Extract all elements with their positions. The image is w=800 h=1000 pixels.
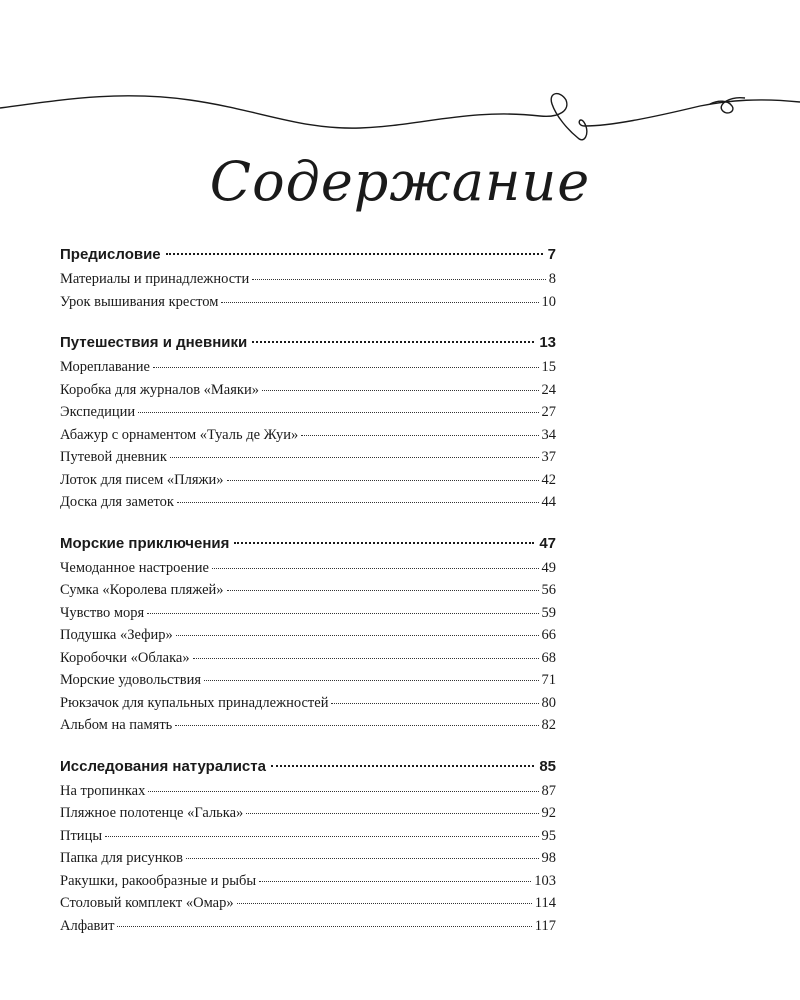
- entry-page: 10: [541, 293, 556, 310]
- entry-page: 37: [541, 449, 556, 465]
- entry-page: 87: [541, 782, 556, 799]
- entry-page: 95: [541, 827, 556, 844]
- dot-leader: [301, 435, 538, 436]
- section-page: 13: [539, 334, 556, 351]
- toc-entry[interactable]: [60, 805, 556, 828]
- dot-leader: [176, 635, 539, 636]
- toc-entry[interactable]: [60, 472, 556, 495]
- toc-entry[interactable]: [60, 605, 556, 628]
- decorative-flourish: [0, 60, 800, 160]
- entry-title: На тропинках: [60, 782, 146, 799]
- section-title: Морские приключения: [60, 534, 230, 552]
- toc-section: [60, 246, 556, 316]
- toc-entry[interactable]: [60, 427, 556, 450]
- dot-leader: [117, 926, 531, 927]
- section-page: 7: [547, 246, 556, 263]
- dot-leader: [271, 765, 534, 767]
- dot-leader: [186, 858, 539, 859]
- toc-entry[interactable]: [60, 494, 556, 517]
- dot-leader: [147, 613, 538, 614]
- toc-entry[interactable]: [60, 582, 556, 605]
- entry-title: Доска для заметок: [60, 494, 174, 510]
- dot-leader: [212, 568, 539, 569]
- entry-page: 59: [541, 604, 556, 621]
- dot-leader: [148, 791, 538, 792]
- entry-title: Морские удовольствия: [60, 672, 201, 688]
- toc-entry[interactable]: [60, 783, 556, 806]
- entry-page: 15: [541, 359, 556, 375]
- dot-leader: [221, 302, 538, 303]
- dot-leader: [252, 341, 534, 343]
- entry-title: Пляжное полотенце «Галька»: [60, 805, 244, 821]
- entry-page: 103: [534, 872, 556, 889]
- dot-leader: [262, 390, 539, 391]
- entry-title: Абажур с орнаментом «Туаль де Жуи»: [60, 426, 299, 443]
- entry-page: 56: [541, 582, 556, 598]
- toc-entry[interactable]: [60, 695, 556, 718]
- entry-page: 98: [541, 850, 556, 866]
- entry-page: 71: [541, 672, 556, 688]
- entry-title: Подушка «Зефир»: [60, 627, 173, 643]
- entry-page: 34: [541, 426, 556, 443]
- entry-title: Альбом на память: [60, 717, 173, 733]
- entry-page: 8: [548, 271, 556, 287]
- entry-title: Лоток для писем «Пляжи»: [60, 471, 224, 488]
- toc-entry[interactable]: [60, 895, 556, 918]
- toc-entry[interactable]: [60, 404, 556, 427]
- entry-title: Чувство моря: [60, 604, 145, 621]
- toc-section-heading[interactable]: [60, 758, 556, 783]
- entry-title: Папка для рисунков: [60, 850, 183, 866]
- entry-page: 49: [541, 559, 556, 576]
- entry-page: 92: [541, 805, 556, 821]
- entry-title: Материалы и принадлежности: [60, 271, 250, 287]
- dot-leader: [259, 881, 531, 882]
- toc-section: [60, 334, 556, 517]
- entry-title: Коробка для журналов «Маяки»: [60, 381, 259, 398]
- entry-page: 44: [541, 494, 556, 510]
- dot-leader: [175, 725, 538, 726]
- entry-title: Урок вышивания крестом: [60, 293, 219, 310]
- toc-section-heading[interactable]: [60, 246, 556, 271]
- dot-leader: [246, 813, 538, 814]
- section-page: 85: [539, 757, 556, 775]
- dot-leader: [105, 836, 538, 837]
- dot-leader: [227, 590, 539, 591]
- entry-title: Экспедиции: [60, 404, 136, 420]
- toc-entry[interactable]: [60, 271, 556, 294]
- entry-page: 114: [534, 895, 556, 911]
- toc-entry[interactable]: [60, 294, 556, 317]
- section-title: Путешествия и дневники: [60, 334, 248, 351]
- entry-title: Путевой дневник: [60, 449, 167, 465]
- toc-entry[interactable]: [60, 359, 556, 382]
- dot-leader: [252, 279, 546, 280]
- dot-leader: [331, 703, 538, 704]
- dot-leader: [153, 367, 539, 368]
- section-title: Предисловие: [60, 246, 161, 263]
- dot-leader: [170, 457, 539, 458]
- entry-page: 68: [541, 649, 556, 666]
- entry-title: Алфавит: [60, 917, 115, 934]
- entry-title: Птицы: [60, 827, 103, 844]
- toc-entry[interactable]: [60, 672, 556, 695]
- entry-page: 82: [541, 717, 556, 733]
- toc-entry[interactable]: [60, 560, 556, 583]
- toc-section-heading[interactable]: [60, 535, 556, 560]
- dot-leader: [193, 658, 539, 659]
- toc-entry[interactable]: [60, 717, 556, 740]
- entry-page: 66: [541, 627, 556, 643]
- entry-title: Столовый комплект «Омар»: [60, 895, 234, 911]
- section-page: 47: [539, 534, 556, 552]
- toc-section-heading[interactable]: [60, 334, 556, 359]
- dot-leader: [177, 502, 539, 503]
- dot-leader: [204, 680, 539, 681]
- entry-page: 27: [541, 404, 556, 420]
- dot-leader: [166, 253, 543, 255]
- page-title: Содержание: [209, 150, 591, 213]
- entry-title: Сумка «Королева пляжей»: [60, 582, 224, 598]
- entry-title: Коробочки «Облака»: [60, 649, 190, 666]
- dot-leader: [138, 412, 538, 413]
- section-title: Исследования натуралиста: [60, 757, 266, 775]
- dot-leader: [234, 542, 534, 544]
- entry-title: Мореплавание: [60, 359, 150, 375]
- toc-entry[interactable]: [60, 650, 556, 673]
- entry-page: 42: [541, 471, 556, 488]
- entry-title: Ракушки, ракообразные и рыбы: [60, 872, 257, 889]
- toc-entry[interactable]: [60, 873, 556, 896]
- entry-page: 24: [541, 381, 556, 398]
- toc-entry[interactable]: [60, 918, 556, 941]
- toc-entry[interactable]: [60, 382, 556, 405]
- toc-section: [60, 535, 556, 740]
- entry-page: 117: [534, 917, 556, 934]
- toc-section: [60, 758, 556, 941]
- toc-entry[interactable]: [60, 828, 556, 851]
- dot-leader: [237, 903, 532, 904]
- toc-entry[interactable]: [60, 627, 556, 650]
- entry-title: Чемоданное настроение: [60, 559, 209, 576]
- table-of-contents: [60, 246, 556, 958]
- toc-entry[interactable]: [60, 850, 556, 873]
- entry-title: Рюкзачок для купальных принадлежностей: [60, 694, 329, 711]
- toc-entry[interactable]: [60, 449, 556, 472]
- entry-page: 80: [541, 694, 556, 711]
- dot-leader: [227, 480, 539, 481]
